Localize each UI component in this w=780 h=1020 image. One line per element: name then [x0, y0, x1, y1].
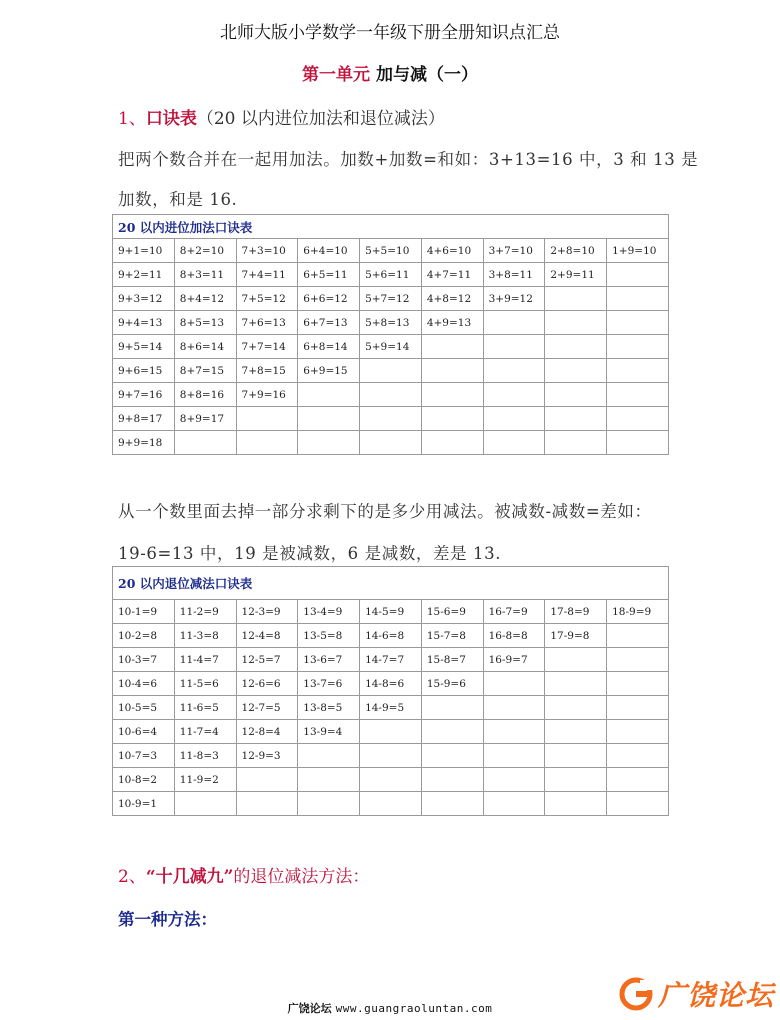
addition-table-cell: 3+8=11 — [483, 263, 545, 287]
addition-table-heading: 20 以内进位加法口诀表 — [113, 215, 669, 239]
addition-table-cell — [607, 335, 669, 359]
subtraction-table-cell — [360, 768, 422, 792]
subtraction-table-cell — [421, 744, 483, 768]
footer-url[interactable]: www.guangraoluntan.com — [335, 1002, 493, 1015]
subtraction-table-cell — [298, 792, 360, 816]
addition-table-cell — [298, 431, 360, 455]
addition-table-cell — [236, 431, 298, 455]
addition-table-cell: 9+8=17 — [113, 407, 175, 431]
subtraction-table-cell — [421, 696, 483, 720]
subtraction-table-cell: 13-9=4 — [298, 720, 360, 744]
addition-table-cell — [545, 287, 607, 311]
subtraction-table-cell: 13-7=6 — [298, 672, 360, 696]
subtraction-table-row — [113, 624, 669, 648]
addition-table — [112, 214, 669, 455]
addition-table-cell: 4+6=10 — [421, 239, 483, 263]
addition-table-row — [113, 431, 669, 455]
subtraction-table-cell: 10-4=6 — [113, 672, 175, 696]
subtraction-table-cell: 18-9=9 — [607, 600, 669, 624]
subtraction-table-row — [113, 648, 669, 672]
addition-table-cell: 8+6=14 — [174, 335, 236, 359]
subtraction-table-cell — [545, 792, 607, 816]
subtraction-table-cell — [360, 792, 422, 816]
subtraction-table-cell: 12-6=6 — [236, 672, 298, 696]
subtraction-table-heading: 20 以内退位减法口诀表 — [113, 567, 669, 600]
addition-table-cell: 9+6=15 — [113, 359, 175, 383]
addition-table-row — [113, 311, 669, 335]
addition-table-cell: 6+4=10 — [298, 239, 360, 263]
addition-table-cell: 7+4=11 — [236, 263, 298, 287]
section-2-quote: “十几减九” — [145, 867, 234, 887]
addition-table-cell — [545, 431, 607, 455]
document-title: 北师大版小学数学一年级下册全册知识点汇总 — [220, 23, 560, 43]
addition-table-row — [113, 335, 669, 359]
subtraction-table-cell: 11-3=8 — [174, 624, 236, 648]
section-2-heading — [118, 862, 369, 887]
addition-table-cell — [607, 311, 669, 335]
subtraction-table-cell — [545, 648, 607, 672]
addition-table-cell: 3+9=12 — [483, 287, 545, 311]
addition-table-cell — [483, 383, 545, 407]
subtraction-table-cell — [421, 792, 483, 816]
subtraction-table-cell — [607, 696, 669, 720]
subtraction-table-cell — [545, 744, 607, 768]
addition-table-cell — [298, 407, 360, 431]
addition-table-cell — [483, 359, 545, 383]
addition-table-cell — [545, 311, 607, 335]
addition-table-cell — [545, 335, 607, 359]
addition-table-cell: 7+5=12 — [236, 287, 298, 311]
subtraction-table-cell: 17-8=9 — [545, 600, 607, 624]
addition-table-cell: 9+1=10 — [113, 239, 175, 263]
subtraction-table-cell: 10-5=5 — [113, 696, 175, 720]
unit-title — [0, 60, 780, 85]
subtraction-table-cell — [174, 792, 236, 816]
subtraction-table-cell: 15-8=7 — [421, 648, 483, 672]
subtraction-table-cell: 11-9=2 — [174, 768, 236, 792]
addition-table-cell — [607, 407, 669, 431]
subtraction-table-cell — [545, 696, 607, 720]
subtraction-table-cell: 10-2=8 — [113, 624, 175, 648]
addition-table-cell — [236, 407, 298, 431]
subtraction-table-cell: 13-5=8 — [298, 624, 360, 648]
subtraction-table-cell — [607, 624, 669, 648]
subtraction-table-cell: 11-2=9 — [174, 600, 236, 624]
subtraction-table-cell: 10-9=1 — [113, 792, 175, 816]
method-1-heading: 第一种方法： — [118, 910, 217, 929]
unit-number: 第一单元 — [302, 65, 370, 85]
addition-table-row — [113, 383, 669, 407]
subtraction-table-row — [113, 600, 669, 624]
subtraction-table-cell: 12-5=7 — [236, 648, 298, 672]
subtraction-table-cell: 15-9=6 — [421, 672, 483, 696]
addition-table-cell: 4+9=13 — [421, 311, 483, 335]
subtraction-table-cell: 10-7=3 — [113, 744, 175, 768]
addition-table-row — [113, 407, 669, 431]
addition-table-cell — [360, 407, 422, 431]
subtraction-table-row — [113, 744, 669, 768]
subtraction-table-cell: 17-9=8 — [545, 624, 607, 648]
footer-site-name: 广饶论坛 — [287, 1002, 332, 1015]
addition-table-cell: 4+7=11 — [421, 263, 483, 287]
subtraction-table-cell — [483, 720, 545, 744]
subtraction-table-row — [113, 768, 669, 792]
addition-explanation-line-2: 加数，和是 16. — [118, 190, 238, 209]
subtraction-table-cell: 15-6=9 — [421, 600, 483, 624]
subtraction-table-cell: 12-7=5 — [236, 696, 298, 720]
addition-table-cell: 9+4=13 — [113, 311, 175, 335]
addition-table-cell: 9+9=18 — [113, 431, 175, 455]
subtraction-table-row — [113, 720, 669, 744]
subtraction-table-cell: 13-8=5 — [298, 696, 360, 720]
subtraction-table-cell: 13-6=7 — [298, 648, 360, 672]
section-2-rest: 的退位减法方法： — [233, 867, 370, 887]
page-footer — [0, 1000, 780, 1016]
subtraction-table-cell — [360, 720, 422, 744]
addition-table-cell: 3+7=10 — [483, 239, 545, 263]
subtraction-table-cell: 10-3=7 — [113, 648, 175, 672]
subtraction-table-cell: 14-5=9 — [360, 600, 422, 624]
addition-table-cell: 7+7=14 — [236, 335, 298, 359]
addition-table-cell: 7+8=15 — [236, 359, 298, 383]
subtraction-table-cell: 11-4=7 — [174, 648, 236, 672]
addition-table-cell: 5+5=10 — [360, 239, 422, 263]
addition-table-cell — [483, 311, 545, 335]
section-1-number: 1、 — [118, 109, 146, 129]
section-1-title: 口诀表 — [145, 109, 197, 129]
subtraction-table-cell: 14-9=5 — [360, 696, 422, 720]
addition-table-cell — [483, 335, 545, 359]
section-2-number: 2、 — [118, 867, 146, 887]
addition-table-cell — [174, 431, 236, 455]
addition-table-cell: 8+3=11 — [174, 263, 236, 287]
addition-table-cell: 4+8=12 — [421, 287, 483, 311]
subtraction-table-cell: 16-8=8 — [483, 624, 545, 648]
subtraction-table-cell — [236, 792, 298, 816]
addition-table-cell — [421, 383, 483, 407]
addition-table-cell: 8+4=12 — [174, 287, 236, 311]
addition-table-cell: 6+8=14 — [298, 335, 360, 359]
addition-table-cell: 6+7=13 — [298, 311, 360, 335]
subtraction-table-cell: 16-9=7 — [483, 648, 545, 672]
subtraction-table-cell — [607, 720, 669, 744]
subtraction-table-cell — [607, 648, 669, 672]
addition-table-cell: 8+5=13 — [174, 311, 236, 335]
subtraction-table-cell: 10-6=4 — [113, 720, 175, 744]
subtraction-table-cell: 11-8=3 — [174, 744, 236, 768]
subtraction-table-cell — [298, 744, 360, 768]
addition-table-cell — [545, 407, 607, 431]
subtraction-table-cell — [421, 768, 483, 792]
addition-table-cell — [421, 359, 483, 383]
addition-table-cell: 5+6=11 — [360, 263, 422, 287]
addition-table-row — [113, 359, 669, 383]
addition-table-row — [113, 287, 669, 311]
subtraction-explanation-line-1: 从一个数里面去掉一部分求剩下的是多少用减法。被减数-减数=差如： — [118, 502, 652, 521]
addition-table-cell: 6+5=11 — [298, 263, 360, 287]
addition-table-cell: 8+7=15 — [174, 359, 236, 383]
subtraction-table-cell: 10-1=9 — [113, 600, 175, 624]
subtraction-table-cell: 14-7=7 — [360, 648, 422, 672]
addition-table-cell: 8+9=17 — [174, 407, 236, 431]
addition-table-cell: 8+8=16 — [174, 383, 236, 407]
addition-table-cell: 9+5=14 — [113, 335, 175, 359]
addition-table-row — [113, 239, 669, 263]
addition-table-cell — [607, 431, 669, 455]
addition-table-cell: 5+8=13 — [360, 311, 422, 335]
addition-table-cell — [545, 383, 607, 407]
subtraction-table-cell: 12-3=9 — [236, 600, 298, 624]
addition-table-row — [113, 263, 669, 287]
addition-explanation-line-1: 把两个数合并在一起用加法。加数+加数=和如：3+13=16 中，3 和 13 是 — [118, 150, 699, 169]
addition-table-cell: 8+2=10 — [174, 239, 236, 263]
unit-name: 加与减（一） — [376, 65, 478, 85]
subtraction-table-cell: 12-9=3 — [236, 744, 298, 768]
subtraction-table-cell: 10-8=2 — [113, 768, 175, 792]
addition-table-cell — [483, 431, 545, 455]
addition-table-cell — [421, 335, 483, 359]
addition-table-cell: 2+8=10 — [545, 239, 607, 263]
addition-table-cell — [360, 431, 422, 455]
addition-table-cell: 7+9=16 — [236, 383, 298, 407]
subtraction-explanation-line-2: 19-6=13 中，19 是被减数，6 是减数，差是 13. — [118, 544, 502, 563]
addition-table-cell — [298, 383, 360, 407]
subtraction-table-cell: 11-6=5 — [174, 696, 236, 720]
subtraction-table-row — [113, 672, 669, 696]
addition-table-cell: 6+9=15 — [298, 359, 360, 383]
subtraction-table-cell: 12-4=8 — [236, 624, 298, 648]
addition-table-cell: 7+6=13 — [236, 311, 298, 335]
addition-table-cell — [607, 287, 669, 311]
subtraction-table-cell — [607, 768, 669, 792]
subtraction-table-cell: 11-5=6 — [174, 672, 236, 696]
addition-table-cell — [607, 359, 669, 383]
subtraction-table-cell — [483, 744, 545, 768]
addition-table-cell — [607, 263, 669, 287]
subtraction-table-cell — [360, 744, 422, 768]
subtraction-table-cell — [545, 768, 607, 792]
addition-table-cell — [607, 383, 669, 407]
subtraction-table-cell: 13-4=9 — [298, 600, 360, 624]
subtraction-table-row — [113, 792, 669, 816]
subtraction-table-cell: 14-8=6 — [360, 672, 422, 696]
subtraction-table-cell — [483, 696, 545, 720]
section-1-heading — [118, 104, 445, 129]
addition-table-cell: 7+3=10 — [236, 239, 298, 263]
subtraction-table-cell — [483, 672, 545, 696]
subtraction-table-cell: 15-7=8 — [421, 624, 483, 648]
addition-table-cell — [421, 431, 483, 455]
subtraction-table-cell — [607, 744, 669, 768]
subtraction-table-cell — [298, 768, 360, 792]
subtraction-table — [112, 566, 669, 816]
subtraction-table-cell — [545, 672, 607, 696]
subtraction-table-cell — [483, 792, 545, 816]
subtraction-table-cell: 14-6=8 — [360, 624, 422, 648]
subtraction-table-cell — [545, 720, 607, 744]
subtraction-table-row — [113, 696, 669, 720]
section-1-note: （20 以内进位加法和退位减法） — [196, 109, 445, 129]
addition-table-cell: 2+9=11 — [545, 263, 607, 287]
addition-table-cell — [483, 407, 545, 431]
addition-table-cell: 9+7=16 — [113, 383, 175, 407]
subtraction-table-cell: 12-8=4 — [236, 720, 298, 744]
subtraction-table-cell — [607, 792, 669, 816]
addition-table-cell — [545, 359, 607, 383]
subtraction-table-cell — [483, 768, 545, 792]
addition-table-cell: 9+2=11 — [113, 263, 175, 287]
subtraction-table-cell: 16-7=9 — [483, 600, 545, 624]
addition-table-cell — [360, 383, 422, 407]
subtraction-table-cell — [421, 720, 483, 744]
subtraction-table-cell — [607, 672, 669, 696]
addition-table-cell: 9+3=12 — [113, 287, 175, 311]
addition-table-cell — [360, 359, 422, 383]
addition-table-cell: 6+6=12 — [298, 287, 360, 311]
addition-table-cell — [421, 407, 483, 431]
subtraction-table-cell — [236, 768, 298, 792]
logo-text: 广饶论坛 — [658, 979, 775, 1012]
addition-table-cell: 5+9=14 — [360, 335, 422, 359]
addition-table-cell: 1+9=10 — [607, 239, 669, 263]
subtraction-table-cell: 11-7=4 — [174, 720, 236, 744]
addition-table-cell: 5+7=12 — [360, 287, 422, 311]
